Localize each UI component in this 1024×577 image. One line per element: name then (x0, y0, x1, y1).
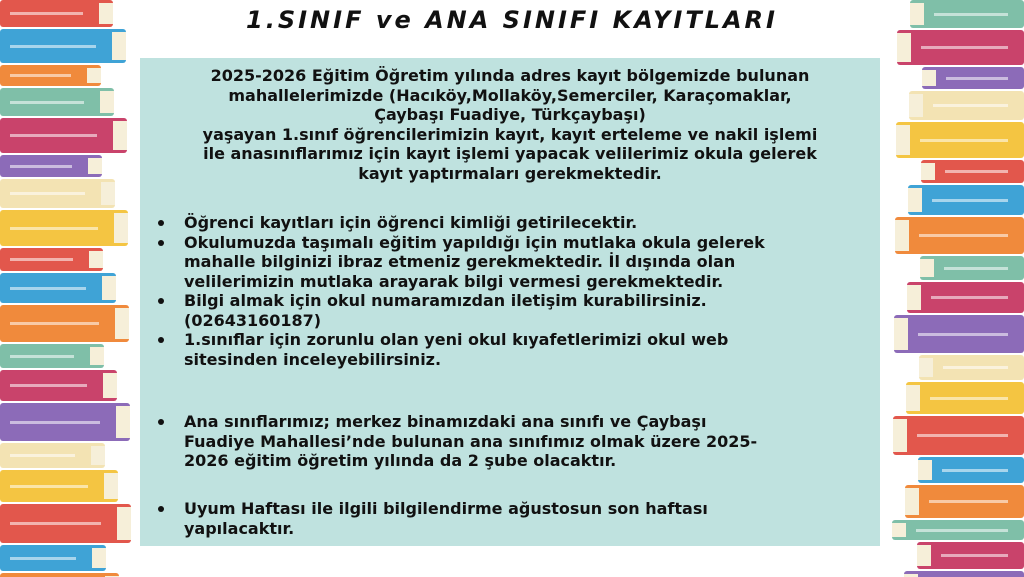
book-stripe (10, 134, 97, 137)
intro-line: mahallelerimizde (Hacıköy,Mollaköy,Semerciler, Karaçomaklar, (228, 85, 792, 105)
book-stripe (929, 500, 1008, 503)
list-item-line: Bilgi almak için okul numaramızdan iletişim kurabilirsiniz. (184, 291, 707, 310)
page-title: 1.SINIF ve ANA SINIFI KAYITLARI (246, 6, 778, 34)
book-stripe (10, 322, 99, 325)
right-books (892, 0, 1024, 577)
right-book-stack-illustration (884, 0, 1024, 577)
book-stripe (941, 554, 1008, 557)
book-pages (919, 358, 933, 377)
book-pages (910, 3, 924, 25)
list-item (150, 291, 870, 330)
book-stripe (945, 170, 1008, 173)
book-stripe (930, 397, 1008, 400)
list-item-line: Uyum Haftası ile ilgili bilgilendirme ağustosun son haftası (184, 499, 708, 518)
book-pages (101, 182, 115, 205)
book-pages (909, 94, 923, 117)
list-item-line: (02643160187) (184, 310, 322, 330)
book-stripe (933, 104, 1008, 107)
book-stripe (10, 12, 83, 15)
book-pages (908, 188, 922, 212)
list-item (150, 233, 870, 292)
left-book-stack-illustration (0, 0, 140, 577)
list-item-line: Ana sınıflarımız; merkez binamızdaki ana sınıfı ve Çaybaşı (184, 412, 707, 431)
bullet-list-3 (150, 499, 870, 538)
list-item-line: yapılacaktır. (184, 518, 295, 538)
book-pages (88, 158, 102, 174)
book-stripe (934, 13, 1008, 16)
book-stripe (943, 366, 1008, 369)
book-pages (103, 373, 117, 398)
book-stripe (919, 234, 1008, 237)
book-stripe (10, 192, 85, 195)
book-pages (907, 285, 921, 310)
book-pages (102, 276, 116, 300)
left-books (0, 0, 131, 577)
book-pages (104, 473, 118, 499)
book-stripe (932, 199, 1008, 202)
book-pages (100, 91, 114, 113)
book-pages (116, 406, 130, 438)
book-stripe (916, 529, 1008, 532)
book-stripe (931, 296, 1008, 299)
book-pages (893, 419, 907, 452)
book-pages (897, 33, 911, 62)
intro-line: ile anasınıflarımız için kayıt işlemi yapacak velilerimiz okula gelerek (203, 144, 817, 163)
book-pages (87, 68, 101, 83)
book-pages (892, 523, 906, 537)
intro-paragraph (150, 66, 870, 183)
book-pages (905, 488, 919, 515)
book-stripe (921, 46, 1008, 49)
book-spine (904, 571, 1024, 577)
intro-line: kayıt yaptırmaları gerekmektedir. (358, 163, 662, 183)
book-pages (117, 507, 131, 540)
list-item-line: mahalle bilginizi ibraz etmeniz gerekmektedir. İl dışında olan (184, 252, 736, 271)
book-pages (90, 347, 104, 365)
book-stripe (920, 139, 1008, 142)
book-stripe (918, 333, 1008, 336)
list-item (150, 330, 870, 369)
intro-line: yaşayan 1.sınıf öğrencilerimizin kayıt, kayıt erteleme ve nakil işlemi (202, 124, 818, 144)
book-spine (0, 573, 119, 577)
book-stripe (10, 557, 76, 560)
book-stripe (10, 165, 72, 168)
book-pages (92, 548, 106, 568)
book-stripe (10, 227, 98, 230)
book-pages (113, 121, 127, 150)
book-stripe (944, 267, 1008, 270)
book-stripe (917, 434, 1008, 437)
book-pages (91, 446, 105, 465)
book-pages (918, 460, 932, 480)
book-pages (99, 3, 113, 24)
book-pages (114, 213, 128, 243)
book-stripe (10, 485, 88, 488)
bullet-list-2 (150, 412, 870, 471)
book-pages (922, 70, 936, 86)
book-stripe (10, 522, 101, 525)
book-pages (895, 220, 909, 251)
book-pages (112, 32, 126, 60)
list-item (150, 412, 870, 471)
list-item-line: Okulumuzda taşımalı eğitim yapıldığı için mutlaka okula gelerek (184, 232, 765, 252)
list-item-line: 1.sınıflar için zorunlu olan yeni okul kıyafetlerimizi okul web (184, 330, 729, 349)
book-stripe (10, 287, 86, 290)
book-stripe (10, 258, 73, 261)
list-item (150, 213, 870, 233)
book-pages (894, 318, 908, 350)
book-pages (89, 251, 103, 268)
list-item-line: velilerimizin mutlaka arayarak bilgi vermesi gerekmektedir. (184, 271, 724, 291)
book-pages (921, 163, 935, 180)
intro-line: Çaybaşı Fuadiye, Türkçaybaşı) (374, 105, 646, 124)
book-stripe (10, 355, 74, 358)
book-pages (115, 308, 129, 339)
list-item-line: 2026 eğitim öğretim yılında da 2 şube olacaktır. (184, 451, 617, 470)
book-stripe (10, 45, 96, 48)
book-pages (917, 545, 931, 566)
list-item-line: Öğrenci kayıtları için öğrenci kimliği getirilecektir. (184, 213, 638, 232)
book-pages (906, 385, 920, 411)
bullet-list-1 (150, 213, 870, 369)
list-item-line: sitesinden inceleyebilirsiniz. (184, 349, 442, 369)
book-pages (920, 259, 934, 277)
book-stripe (10, 101, 84, 104)
book-stripe (10, 74, 71, 77)
book-stripe (946, 77, 1008, 80)
book-stripe (10, 384, 87, 387)
book-stripe (10, 454, 75, 457)
list-item-line: Fuadiye Mahallesi’nde bulunan ana sınıfımız olmak üzere 2025- (184, 431, 758, 451)
intro-line: 2025-2026 Eğitim Öğretim yılında adres kayıt bölgemizde bulunan (210, 66, 810, 85)
book-pages (896, 125, 910, 155)
book-stripe (10, 421, 100, 424)
list-item (150, 499, 870, 538)
book-stripe (942, 469, 1008, 472)
